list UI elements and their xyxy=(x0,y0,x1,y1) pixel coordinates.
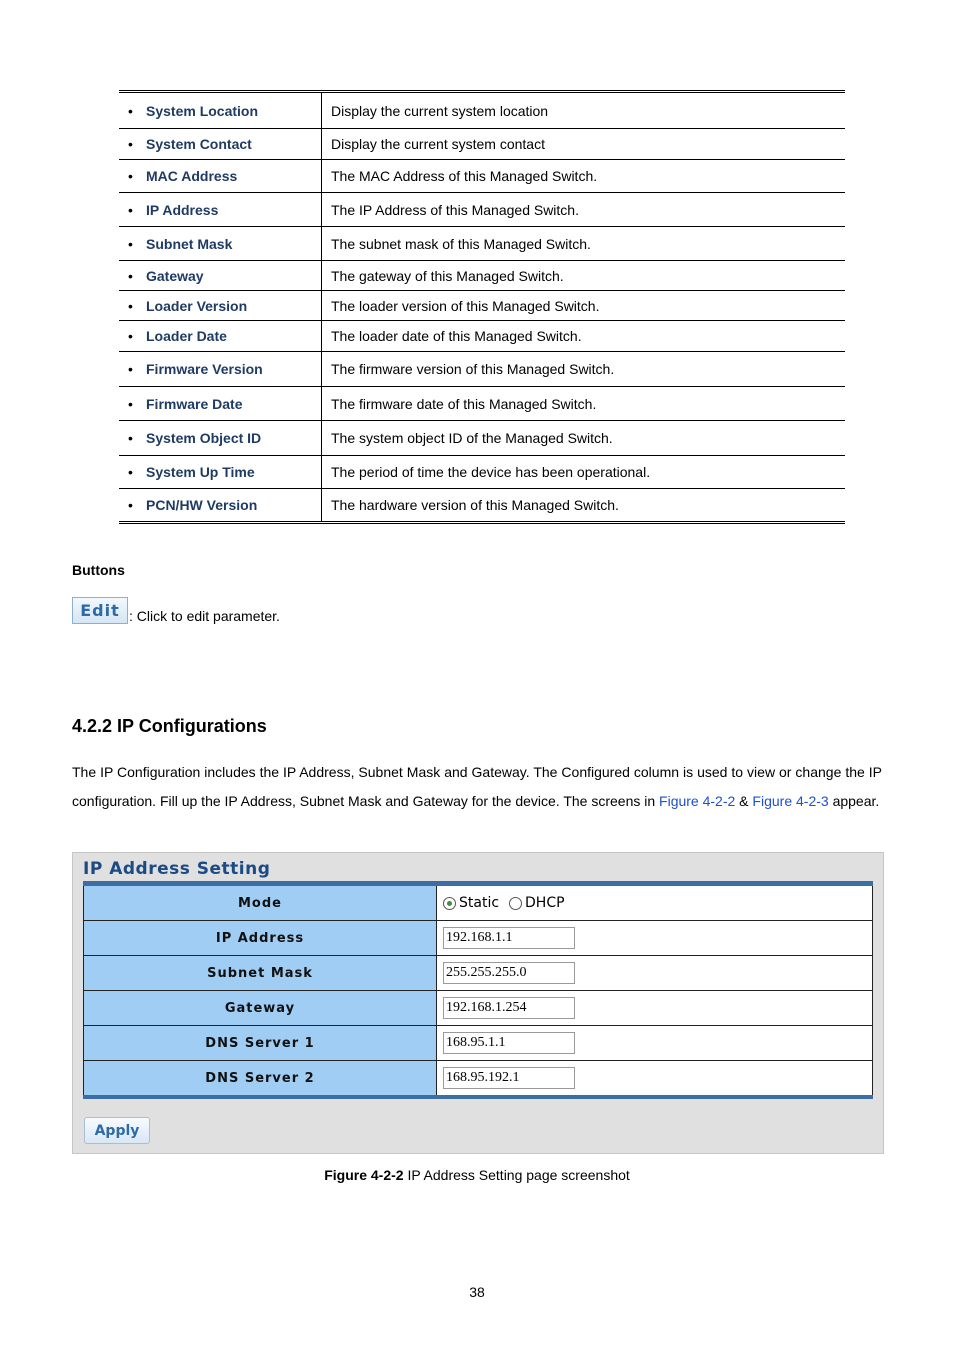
edit-description: : Click to edit parameter. xyxy=(129,608,280,624)
dns-server-2-label: DNS Server 2 xyxy=(84,1061,437,1098)
bullet-icon: • xyxy=(128,201,133,218)
figure-link-4-2-3[interactable]: Figure 4-2-3 xyxy=(752,792,829,809)
subnet-mask-input[interactable]: 255.255.255.0 xyxy=(443,962,575,984)
ip-address-label: IP Address xyxy=(84,921,437,956)
table-row xyxy=(119,387,845,421)
object-description: The MAC Address of this Managed Switch. xyxy=(322,160,846,193)
buttons-label: Buttons xyxy=(72,562,125,578)
bullet-icon: • xyxy=(128,168,133,184)
object-description: The subnet mask of this Managed Switch. xyxy=(322,227,846,261)
edit-button-row xyxy=(72,597,280,624)
object-description: The system object ID of the Managed Switch. xyxy=(322,421,846,456)
object-name: Gateway xyxy=(146,267,204,284)
object-name: System Object ID xyxy=(146,430,262,446)
page-number: 38 xyxy=(469,1284,485,1300)
dns-server-2-input[interactable]: 168.95.192.1 xyxy=(443,1067,575,1089)
ip-setting-table xyxy=(83,881,873,1099)
figure-number: Figure 4-2-2 xyxy=(324,1167,404,1183)
object-description: The period of time the device has been operational. xyxy=(322,456,846,489)
edit-button[interactable]: Edit xyxy=(72,597,128,624)
bullet-icon: • xyxy=(128,361,133,377)
table-row xyxy=(119,193,845,227)
dhcp-radio-label[interactable]: DHCP xyxy=(525,895,565,911)
bullet-icon: • xyxy=(128,464,133,480)
object-name: Firmware Date xyxy=(146,395,243,412)
table-row xyxy=(119,352,845,387)
table-row xyxy=(119,421,845,456)
static-radio-label[interactable]: Static xyxy=(459,895,500,911)
table-row xyxy=(119,321,845,352)
object-name: Loader Version xyxy=(146,297,248,314)
bullet-icon: • xyxy=(128,297,133,314)
object-name: IP Address xyxy=(146,201,219,218)
table-row xyxy=(119,227,845,261)
figure-link-4-2-2[interactable]: Figure 4-2-2 xyxy=(659,792,736,809)
object-name: PCN/HW Version xyxy=(146,497,258,513)
object-name: System Contact xyxy=(146,136,252,152)
table-row xyxy=(119,291,845,321)
table-row xyxy=(119,456,845,489)
dns-server-1-label: DNS Server 1 xyxy=(84,1026,437,1061)
mode-row xyxy=(84,884,873,921)
table-row xyxy=(119,489,845,523)
gateway-input[interactable]: 192.168.1.254 xyxy=(443,997,575,1019)
mode-label: Mode xyxy=(84,884,437,921)
bullet-icon: • xyxy=(128,328,133,344)
object-description: The hardware version of this Managed Switch. xyxy=(331,497,619,513)
figure-caption xyxy=(0,1167,954,1183)
dns-server-1-row xyxy=(84,1026,873,1061)
mode-options xyxy=(443,895,872,911)
bullet-icon: • xyxy=(128,102,133,119)
table-row xyxy=(119,92,845,129)
paragraph-end-text: appear. xyxy=(828,792,880,809)
parameter-table xyxy=(119,90,845,524)
gateway-row xyxy=(84,991,873,1026)
subnet-mask-row xyxy=(84,956,873,991)
bullet-icon: • xyxy=(128,235,133,252)
bullet-icon: • xyxy=(128,497,133,513)
object-description: The IP Address of this Managed Switch. xyxy=(322,193,846,227)
table-row xyxy=(119,261,845,291)
object-description: The firmware version of this Managed Switch. xyxy=(322,352,846,387)
object-name: System Up Time xyxy=(146,464,255,480)
bullet-icon: • xyxy=(128,267,133,284)
panel-title: IP Address Setting xyxy=(83,859,271,879)
apply-button[interactable]: Apply xyxy=(84,1117,150,1144)
section-paragraph xyxy=(72,758,882,815)
object-name: Firmware Version xyxy=(146,361,263,377)
ip-address-input[interactable]: 192.168.1.1 xyxy=(443,927,575,949)
bullet-icon: • xyxy=(128,430,133,446)
subnet-mask-label: Subnet Mask xyxy=(84,956,437,991)
table-row xyxy=(119,160,845,193)
bullet-icon: • xyxy=(128,395,133,412)
object-description: The loader version of this Managed Switch. xyxy=(322,291,846,321)
figure-caption-text: IP Address Setting page screenshot xyxy=(403,1167,630,1183)
object-description: Display the current system contact xyxy=(322,129,846,160)
object-name: System Location xyxy=(146,102,259,119)
gateway-label: Gateway xyxy=(84,991,437,1026)
object-name: Subnet Mask xyxy=(146,235,233,252)
dhcp-radio[interactable] xyxy=(509,897,522,910)
dns-server-2-row xyxy=(84,1061,873,1098)
object-name: MAC Address xyxy=(146,168,238,184)
ip-address-row xyxy=(84,921,873,956)
ampersand-text: & xyxy=(735,792,753,809)
dns-server-1-input[interactable]: 168.95.1.1 xyxy=(443,1032,575,1054)
object-description: The loader date of this Managed Switch. xyxy=(322,321,846,352)
ip-address-setting-panel xyxy=(72,852,884,1154)
section-heading: 4.2.2 IP Configurations xyxy=(72,716,267,736)
paragraph-text: The IP Configuration includes the IP Address, Subnet Mask and Gateway. The Configured column is used to view or change the IP configuration. Fill up the IP Address, Subnet Mask and Gateway for the device. The screens in xyxy=(72,764,882,809)
object-description: The gateway of this Managed Switch. xyxy=(322,261,846,291)
object-description: The firmware date of this Managed Switch. xyxy=(322,387,846,421)
object-description: Display the current system location xyxy=(322,92,846,129)
bullet-icon: • xyxy=(128,136,133,152)
static-radio[interactable] xyxy=(443,897,456,910)
object-name: Loader Date xyxy=(146,328,227,344)
table-row xyxy=(119,129,845,160)
